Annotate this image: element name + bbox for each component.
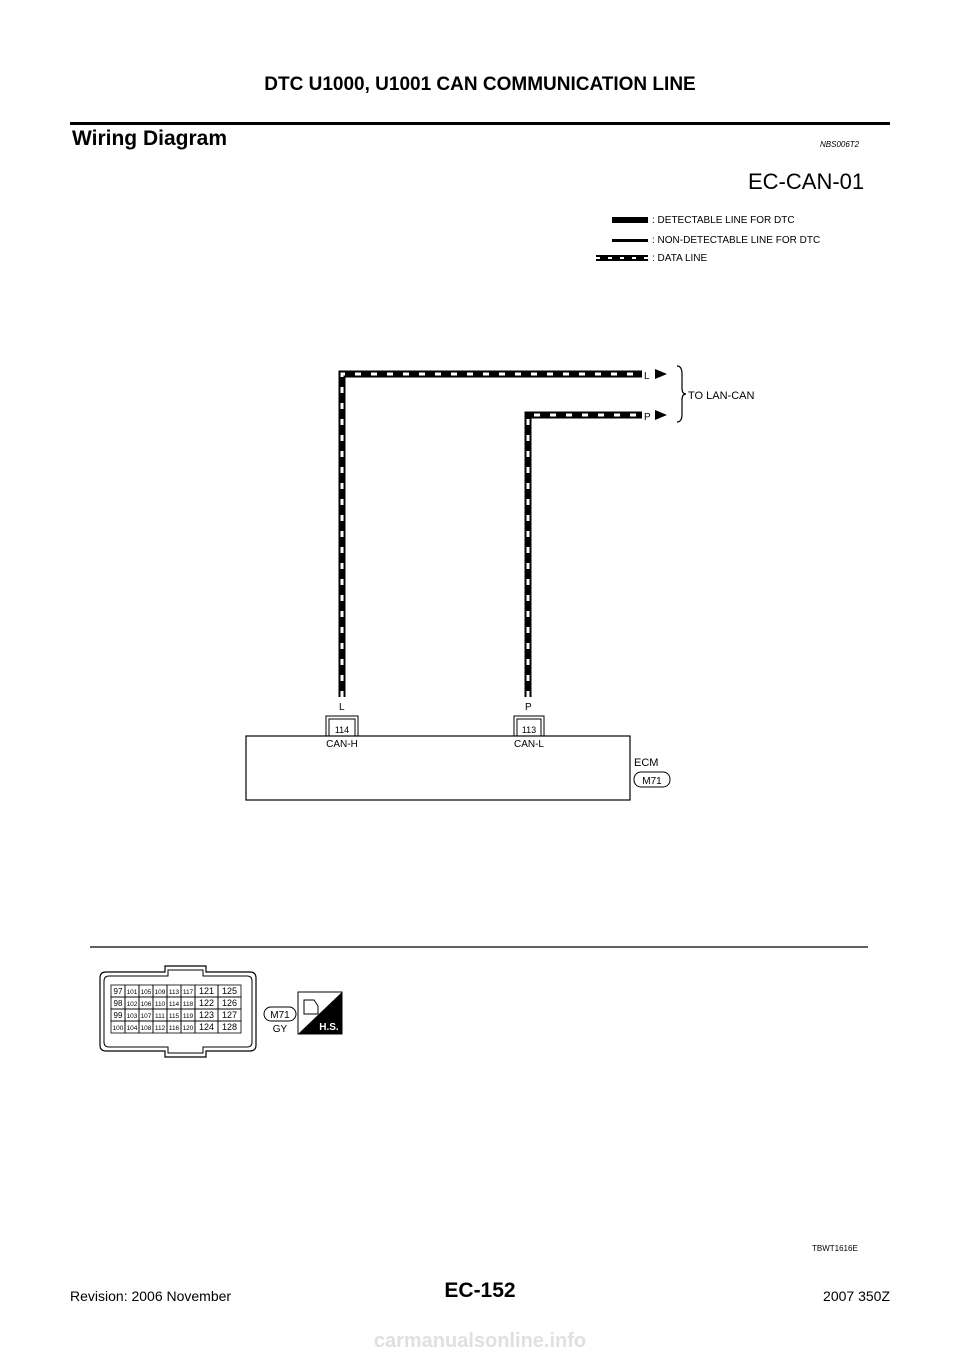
- pin-number: 119: [182, 1013, 194, 1020]
- pin-number: 114: [168, 1001, 180, 1008]
- pin-number: 122: [198, 998, 215, 1008]
- pin-number: 109: [154, 989, 166, 996]
- legend: [596, 215, 820, 264]
- terminal-label-can-l: CAN-L: [513, 739, 545, 750]
- pin-number: 98: [113, 999, 123, 1008]
- pin-number: 126: [221, 998, 238, 1008]
- footer-revision: Revision: 2006 November: [70, 1288, 232, 1304]
- terminal-number: 113: [521, 725, 537, 735]
- pin-number: 107: [140, 1013, 152, 1020]
- pin-number: 102: [126, 1001, 138, 1008]
- hs-badge: [298, 992, 342, 1034]
- pin-number: 118: [182, 1001, 194, 1008]
- terminal-label-can-h: CAN-H: [326, 739, 358, 750]
- pin-number: 100: [112, 1025, 124, 1032]
- pin-number: 104: [126, 1025, 138, 1032]
- pin-number: 123: [198, 1010, 215, 1020]
- figure-code: TBWT1616E: [812, 1244, 858, 1253]
- hs-label: H.S.: [319, 1022, 339, 1033]
- footer-page-number: EC-152: [444, 1279, 516, 1302]
- terminal-113: [514, 716, 544, 736]
- pin-number: 125: [221, 986, 238, 996]
- connector-face: [100, 966, 256, 1057]
- pin-number: 124: [198, 1022, 215, 1032]
- diagram-id: EC-CAN-01: [748, 169, 865, 194]
- footer-model: 2007 350Z: [823, 1288, 890, 1304]
- ecm-label: ECM: [634, 757, 659, 769]
- pin-grid: [111, 985, 241, 1033]
- connector-id: M71: [642, 776, 662, 787]
- pin-number: 116: [168, 1025, 180, 1032]
- pin-number: 103: [126, 1013, 138, 1020]
- wire-color-l-end: L: [644, 371, 650, 382]
- pin-number: 99: [113, 1011, 123, 1020]
- legend-label-data-line: : DATA LINE: [652, 253, 708, 264]
- connector-color: GY: [272, 1024, 288, 1035]
- pin-number: 97: [113, 987, 123, 996]
- pin-number: 101: [126, 989, 138, 996]
- pin-number: 108: [140, 1025, 152, 1032]
- arrow-right-icon: [655, 410, 667, 420]
- legend-label-detectable: : DETECTABLE LINE FOR DTC: [652, 215, 795, 226]
- pin-number: 105: [140, 989, 152, 996]
- wire-can-l: [528, 415, 642, 697]
- connector-view-id: M71: [270, 1010, 290, 1021]
- brace-icon: [677, 366, 686, 422]
- pin-number: 113: [168, 989, 180, 996]
- terminal-114: [326, 716, 358, 736]
- wire-can-h: [342, 374, 642, 697]
- wire-color-l-start: L: [339, 702, 345, 713]
- pin-number: 112: [154, 1025, 166, 1032]
- page-title: DTC U1000, U1001 CAN COMMUNICATION LINE: [264, 74, 696, 95]
- pin-number: 110: [154, 1001, 166, 1008]
- destination-label: TO LAN-CAN: [688, 390, 755, 402]
- pin-number: 128: [221, 1022, 238, 1032]
- pin-number: 117: [182, 989, 194, 996]
- legend-swatch-non-detectable: [612, 239, 648, 242]
- arrow-right-icon: [655, 369, 667, 379]
- section-title: Wiring Diagram: [72, 127, 227, 150]
- section-code: NBS006T2: [820, 140, 860, 149]
- watermark: carmanualsonline.info: [373, 1330, 587, 1352]
- pin-number: 106: [140, 1001, 152, 1008]
- pin-number: 115: [168, 1013, 180, 1020]
- pin-number: 111: [155, 1013, 165, 1020]
- legend-label-non-detectable: : NON-DETECTABLE LINE FOR DTC: [652, 235, 821, 246]
- legend-swatch-detectable: [612, 217, 648, 223]
- wire-color-p-start: P: [525, 702, 532, 713]
- ecm-box: [246, 736, 630, 800]
- pin-number: 120: [182, 1025, 194, 1032]
- wire-color-p-end: P: [644, 412, 651, 423]
- pin-number: 121: [198, 986, 215, 996]
- terminal-number: 114: [334, 725, 350, 735]
- pin-number: 127: [221, 1010, 238, 1020]
